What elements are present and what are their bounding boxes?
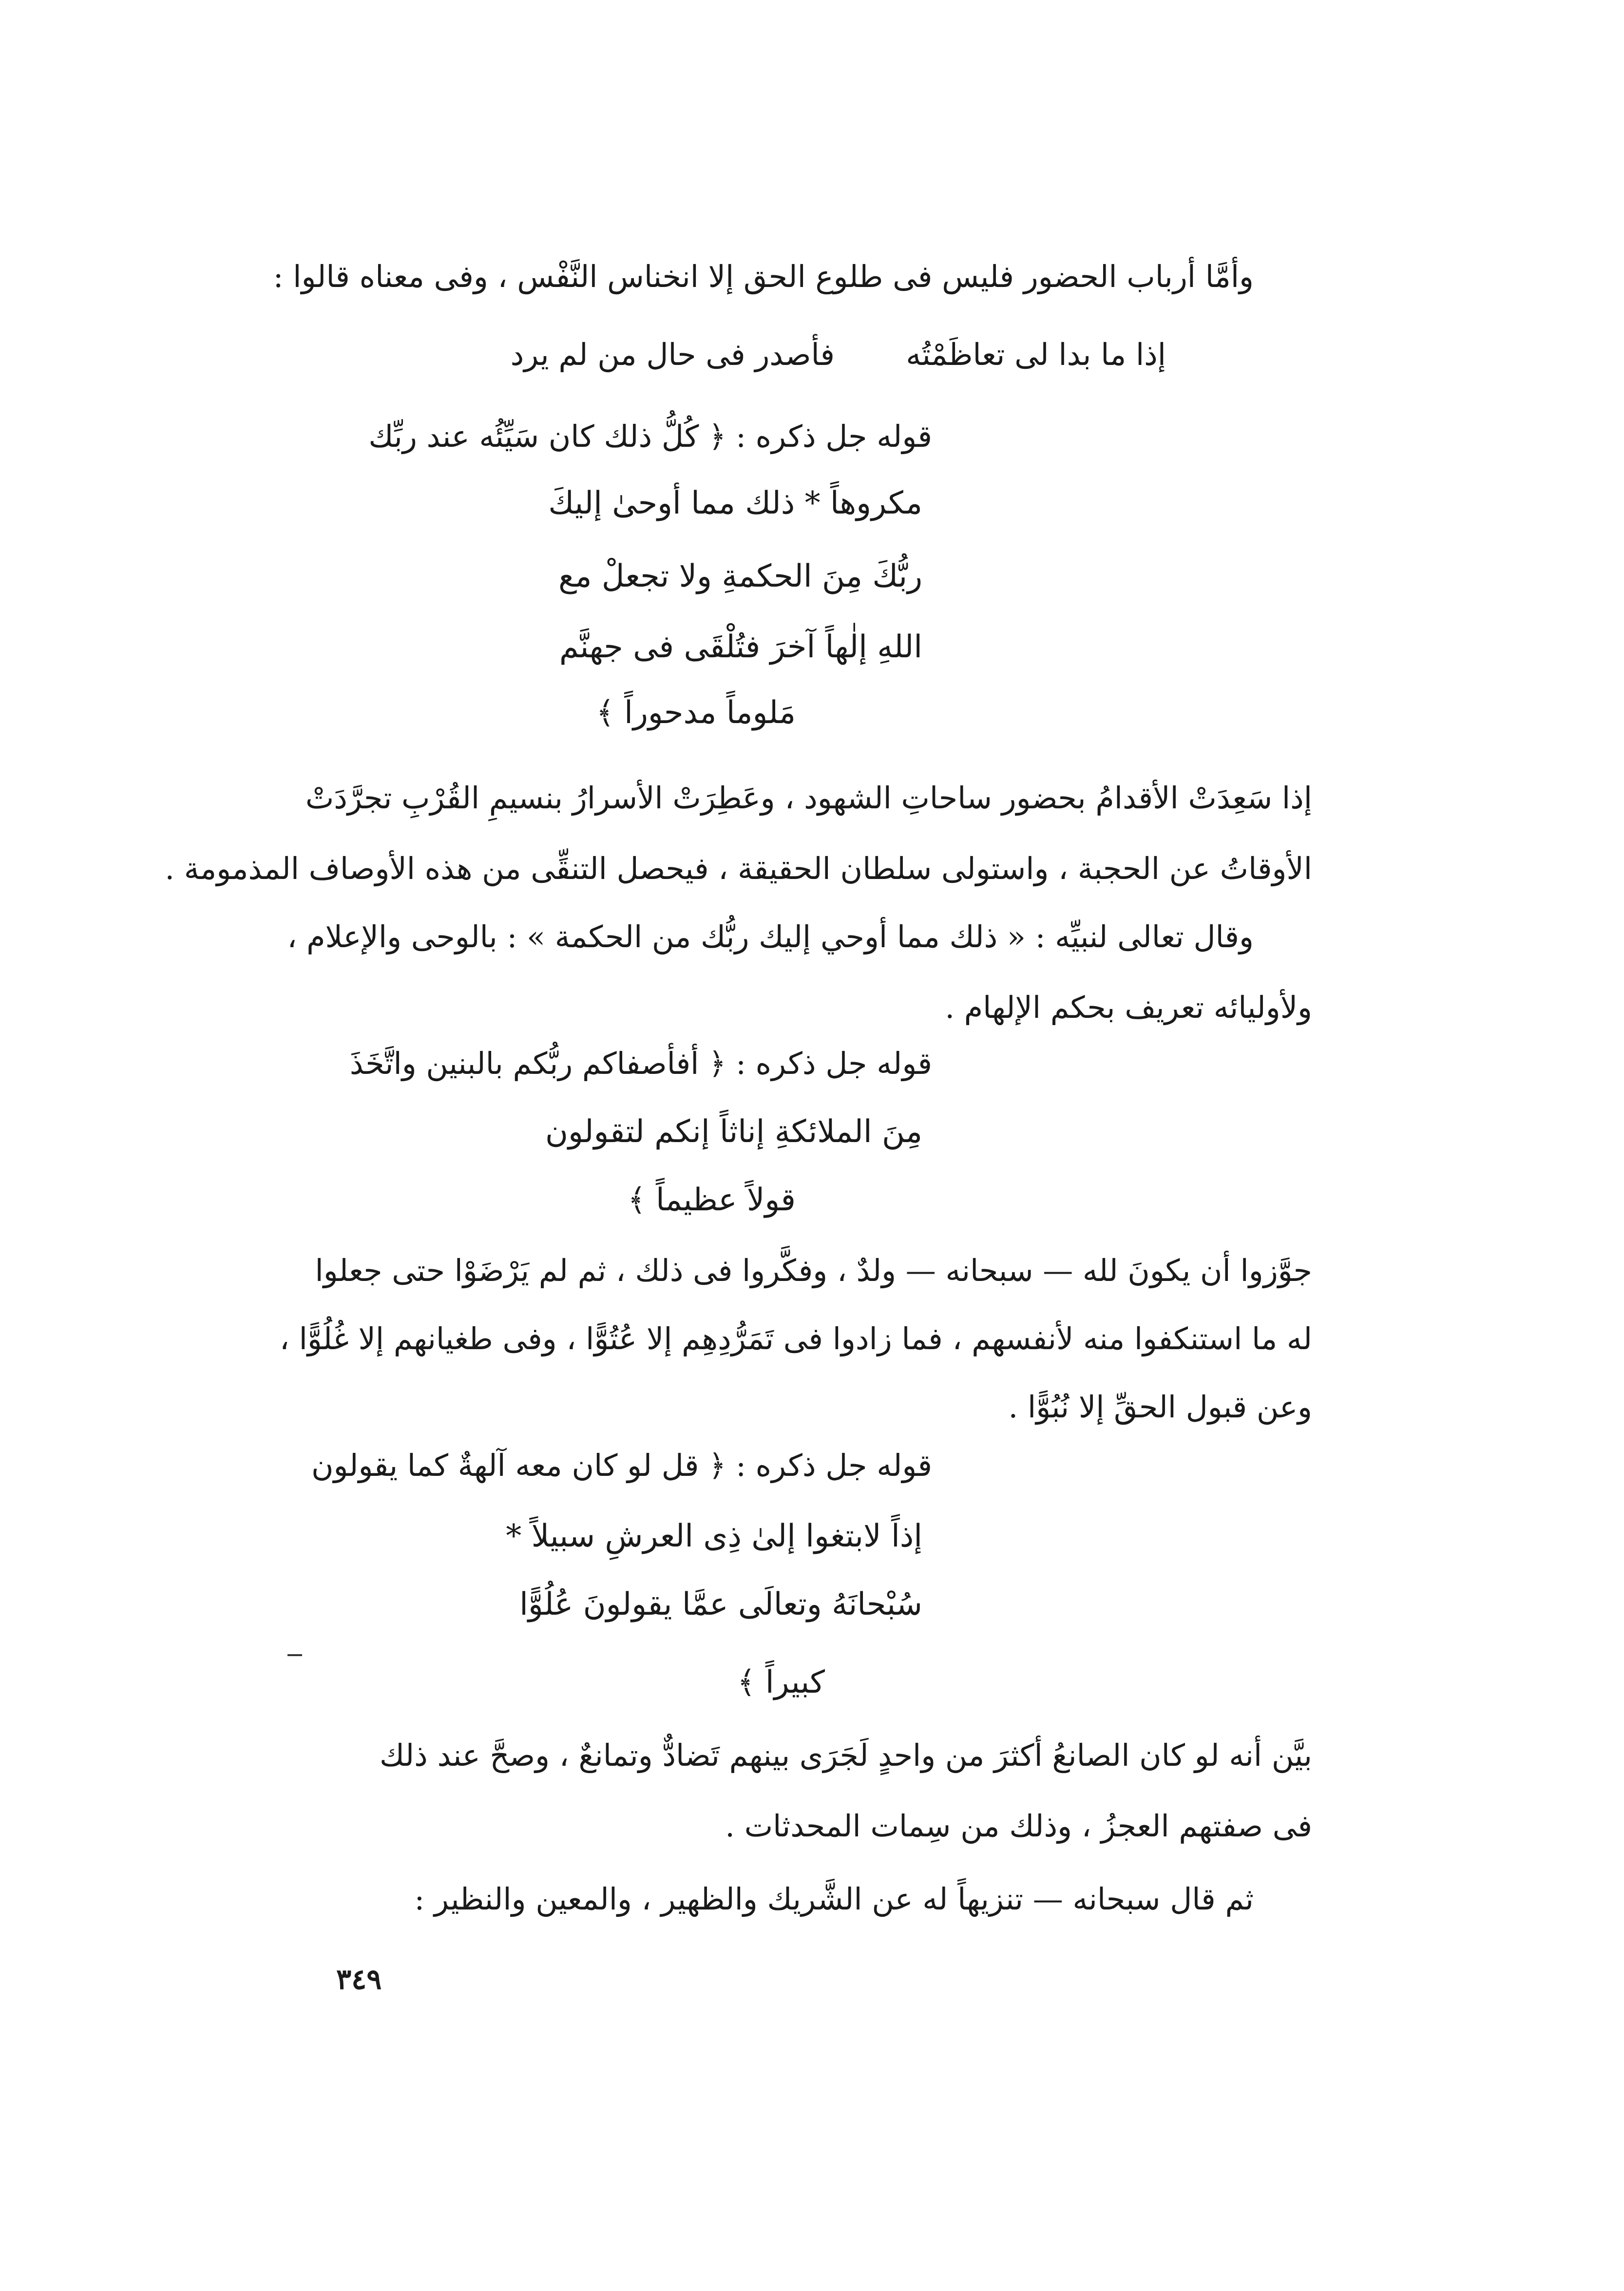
verse-line: سُبْحانَهُ وتعالَى عمَّا يقولونَ عُلُوًّا [519,1586,922,1623]
poem-hemistich-left: فأصدر فى حال من لم يرد [510,337,835,372]
verse-line: ربُّكَ مِنَ الحكمةِ ولا تجعلْ مع [558,558,922,594]
text-line: له ما استنكفوا منه لأنفسهم ، فما زادوا فى تَمَرُّدِهِم إلا عُتُوًّا ، وفى طغيانهم إلا غُلُوًّا ، [279,1321,1312,1356]
margin-mark [287,1654,302,1656]
verse-line: إذاً لابتغوا إلىٰ ذِى العرشِ سبيلاً * [506,1518,922,1554]
page-number: ٣٤٩ [336,1963,382,1996]
text-line: وقال تعالى لنبيِّه : « ذلك مما أوحي إليك ربُّك من الحكمة » : بالوحى والإعلام ، [287,919,1254,955]
poem-hemistich-right: إذا ما بدا لى تعاظَمْتُه [906,337,1166,372]
text-line: فى صفتهم العجزُ ، وذلك من سِمات المحدثات . [725,1808,1312,1844]
text-line: بيَّن أنه لو كان الصانعُ أكثرَ من واحدٍ لَجَرَى بينهم تَضادٌّ وتمانعٌ ، وصحَّ عند ذلك [380,1737,1312,1773]
verse-heading: قوله جل ذكره : ﴿ أفأصفاكم ربُّكم بالبنين واتَّخَذَ [349,1046,932,1081]
verse-line: قولاً عظيماً ﴾ [628,1182,796,1218]
text-line: إذا سَعِدَتْ الأقدامُ بحضور ساحاتِ الشهود ، وعَطِرَتْ الأسرارُ بنسيمِ القُرْبِ تجرَّدَتْ [305,780,1312,816]
verse-heading: قوله جل ذكره : ﴿ قل لو كان معه آلهةٌ كما يقولون [311,1448,932,1483]
verse-line: اللهِ إلٰهاً آخرَ فتُلْقَى فى جهنَّم [559,629,922,665]
text-line: جوَّزوا أن يكونَ لله — سبحانه — ولدٌ ، وفكَّروا فى ذلك ، ثم لم يَرْضَوْا حتى جعلوا [315,1253,1312,1288]
verse-line: مكروهاً * ذلك مما أوحىٰ إليكَ [548,485,922,521]
verse-line: مَلوماً مدحوراً ﴾ [596,695,796,731]
text-line: وعن قبول الحقِّ إلا نُبُوًّا . [1008,1389,1312,1425]
verse-line: كبيراً ﴾ [737,1664,825,1700]
verse-line: مِنَ الملائكةِ إناثاً إنكم لتقولون [545,1114,922,1150]
text-line: ولأوليائه تعريف بحكم الإلهام . [945,990,1312,1025]
verse-heading: قوله جل ذكره : ﴿ كُلُّ ذلك كان سَيِّئُه عند ربِّك [368,419,932,454]
text-line: الأوقاتُ عن الحجبة ، واستولى سلطان الحقيقة ، فيحصل التنقِّى من هذه الأوصاف المذمومة . [165,851,1312,886]
text-line: ثم قال سبحانه — تنزيهاً له عن الشَّريك والظهير ، والمعين والنظير : [414,1881,1254,1917]
text-line: وأمَّا أرباب الحضور فليس فى طلوع الحق إلا انخناس النَّفْس ، وفى معناه قالوا : [273,259,1254,294]
